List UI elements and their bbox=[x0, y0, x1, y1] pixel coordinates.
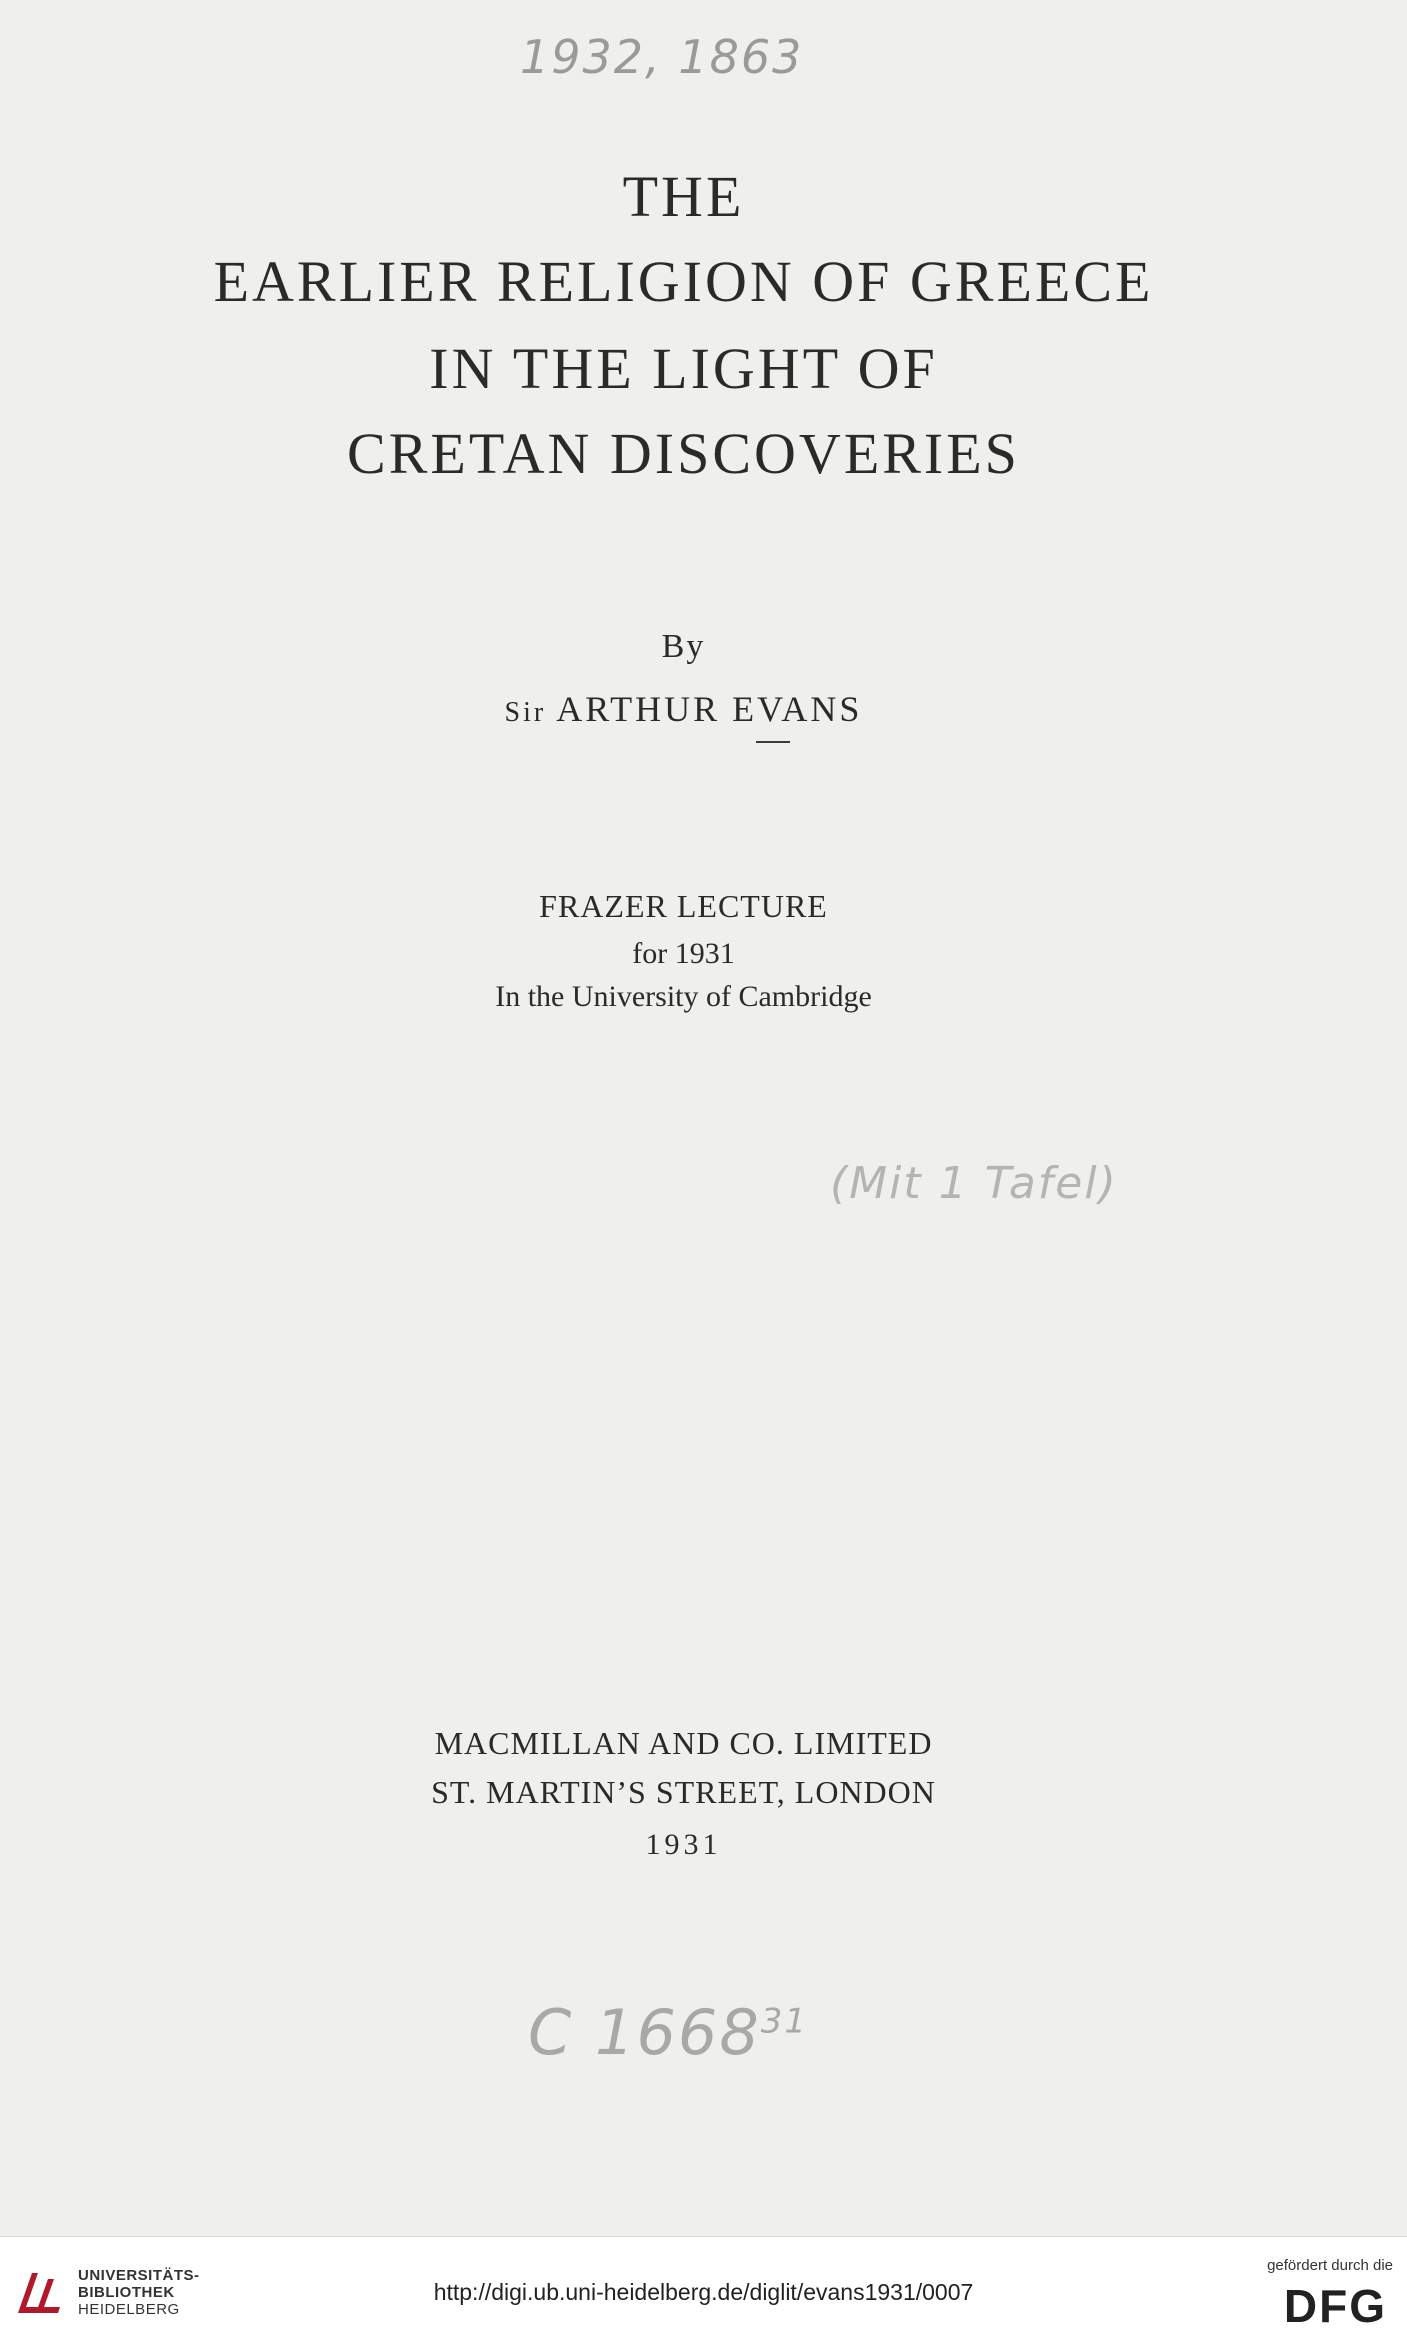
lecture-place: In the University of Cambridge bbox=[495, 980, 872, 1013]
viewer-footer bbox=[0, 2236, 1407, 2340]
lecture-year: for 1931 bbox=[632, 937, 735, 970]
author-honorific: Sir bbox=[504, 697, 547, 728]
library-name-line-1: UNIVERSITÄTS- bbox=[78, 2267, 200, 2284]
publication-year: 1931 bbox=[645, 1828, 722, 1861]
lecture-name: FRAZER LECTURE bbox=[539, 888, 828, 924]
shelfmark: C 1668 bbox=[528, 1996, 761, 2069]
author-name: ARTHUR EVANS bbox=[556, 689, 863, 729]
library-name-line-2: BIBLIOTHEK bbox=[78, 2284, 175, 2301]
funding-caption: gefördert durch die bbox=[1267, 2257, 1393, 2274]
pencil-annotation-bottom bbox=[528, 1996, 808, 2069]
title-line-4: CRETAN DISCOVERIES bbox=[347, 421, 1020, 486]
byline-by: By bbox=[661, 628, 706, 665]
author-line bbox=[0, 688, 1367, 730]
title-line-3: IN THE LIGHT OF bbox=[429, 336, 938, 401]
publisher-name: MACMILLAN AND CO. LIMITED bbox=[434, 1725, 933, 1761]
shelfmark-suffix: 31 bbox=[760, 2001, 809, 2042]
dfg-logo: DFG bbox=[1283, 2280, 1387, 2332]
pencil-underline bbox=[756, 741, 790, 743]
pencil-annotation-middle: (Mit 1 Tafel) bbox=[830, 1158, 1118, 1209]
permalink-url[interactable]: http://digi.ub.uni-heidelberg.de/diglit/evans1931/0007 bbox=[433, 2279, 974, 2305]
publisher-address: ST. MARTIN’S STREET, LONDON bbox=[431, 1774, 936, 1810]
pencil-annotation-top: 1932, 1863 bbox=[520, 30, 804, 84]
title-line-2: EARLIER RELIGION OF GREECE bbox=[213, 249, 1154, 314]
title-line-1: THE bbox=[622, 164, 745, 229]
library-name-line-3: HEIDELBERG bbox=[78, 2301, 180, 2318]
